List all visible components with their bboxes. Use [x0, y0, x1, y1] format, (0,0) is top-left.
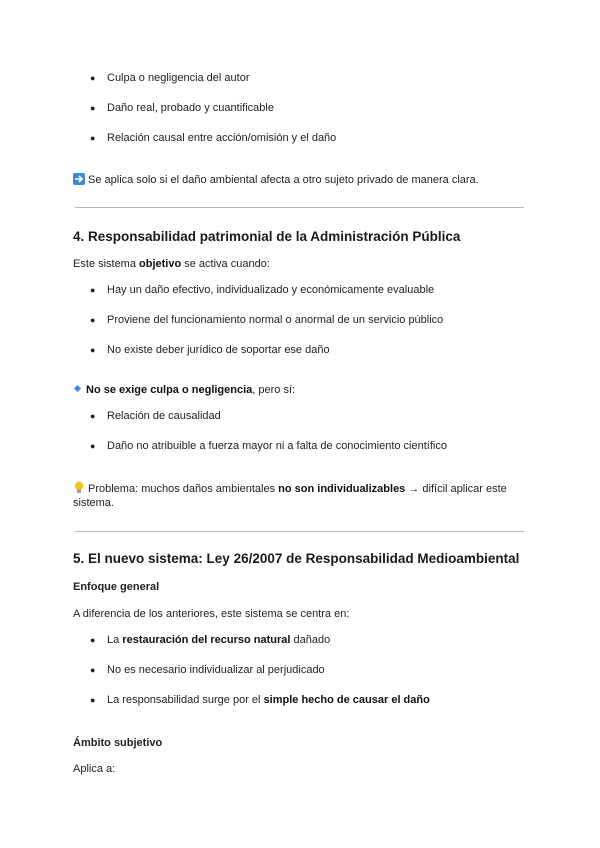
section-divider: [75, 531, 524, 532]
bullet-icon: ●: [90, 315, 96, 325]
section-divider: [75, 207, 524, 208]
section-heading: 5. El nuevo sistema: Ley 26/2007 de Responsabilidad Medioambiental: [73, 551, 520, 566]
bullet-icon: ●: [90, 345, 96, 355]
item-text-end: dañado: [290, 634, 331, 646]
blue-diamond-icon: [74, 385, 81, 392]
bullet-icon: ●: [90, 285, 96, 295]
item-text: La: [107, 634, 123, 646]
point-text: , pero sí:: [252, 384, 296, 396]
intro-text-end: se activa cuando:: [181, 258, 270, 270]
subheading: Enfoque general: [73, 581, 160, 593]
list-item: Proviene del funcionamiento normal o anormal de un servicio público: [107, 314, 444, 326]
bullet-icon: ●: [90, 411, 96, 421]
bullet-icon: ●: [90, 73, 96, 83]
bullet-icon: ●: [90, 695, 96, 705]
subheading: Ámbito subjetivo: [73, 737, 163, 749]
section-heading: 4. Responsabilidad patrimonial de la Administración Pública: [73, 229, 461, 244]
note-paragraph: [73, 173, 479, 187]
applies-paragraph: Aplica a:: [73, 763, 116, 775]
list-item: No es necesario individualizar al perjudicado: [107, 664, 325, 676]
problem-text-end: → difícil aplicar este: [405, 483, 507, 495]
bullet-icon: ●: [90, 665, 96, 675]
point-paragraph: [73, 383, 295, 397]
bullet-icon: ●: [90, 441, 96, 451]
note-text: Se aplica solo si el daño ambiental afecta a otro sujeto privado de manera clara.: [88, 174, 479, 186]
bullet-icon: ●: [90, 133, 96, 143]
right-arrow-icon: [73, 173, 85, 185]
problem-bold: no son individualizables: [278, 483, 406, 495]
item-bold: simple hecho de causar el daño: [263, 694, 430, 706]
point-bold: No se exige culpa o negligencia: [86, 384, 253, 396]
light-bulb-icon: [73, 481, 85, 494]
list-item: [107, 633, 330, 647]
list-item: Culpa o negligencia del autor: [107, 72, 250, 84]
problem-paragraph: [73, 481, 507, 496]
intro-bold: objetivo: [139, 258, 182, 270]
problem-text: Problema: muchos daños ambientales: [88, 483, 279, 495]
list-item: [107, 693, 430, 707]
list-item: Daño no atribuible a fuerza mayor ni a falta de conocimiento científico: [107, 440, 447, 452]
intro-paragraph: [73, 257, 270, 271]
list-item: Hay un daño efectivo, individualizado y económicamente evaluable: [107, 284, 435, 296]
list-item: Daño real, probado y cuantificable: [107, 102, 274, 114]
list-item: No existe deber jurídico de soportar ese daño: [107, 344, 330, 356]
bullet-icon: ●: [90, 103, 96, 113]
list-item: Relación de causalidad: [107, 410, 221, 422]
item-text: La responsabilidad surge por el: [107, 694, 264, 706]
item-bold: restauración del recurso natural: [122, 634, 291, 646]
list-item: Relación causal entre acción/omisión y el daño: [107, 132, 337, 144]
intro-paragraph: A diferencia de los anteriores, este sistema se centra en:: [73, 608, 350, 620]
problem-continuation: sistema.: [73, 497, 114, 509]
intro-text: Este sistema: [73, 258, 140, 270]
bullet-icon: ●: [90, 635, 96, 645]
